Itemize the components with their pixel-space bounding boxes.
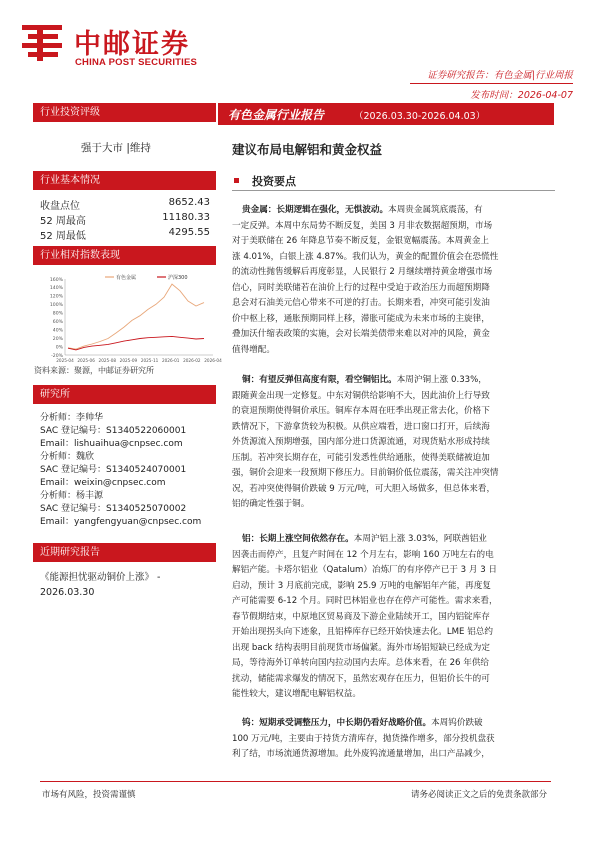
y-tick-label: 140% (49, 286, 63, 292)
paragraph-text: 因袭击而停产，且复产时间在 12 个月左右，影响 160 万吨左右的电 (232, 549, 494, 560)
tungsten-paragraph (232, 716, 552, 763)
paragraph-line (232, 435, 552, 451)
paragraph-line (232, 641, 552, 657)
paragraph-lead: 铜：有望反弹但高度有限，看空铜铝比。 (242, 375, 397, 385)
aluminum-paragraph (232, 532, 552, 703)
paragraph-lead: 铝：长期上涨空间依然存在。 (242, 534, 354, 544)
china-post-logo-icon (20, 22, 64, 64)
paragraph-line (232, 656, 552, 672)
x-tick-label: 2025-08 (98, 358, 117, 363)
paragraph-lead: 贵金属：长期逻辑在强化，无惧波动。 (242, 205, 389, 215)
paragraph-line (232, 373, 552, 389)
paragraph-text: 本周钨价跌破 (431, 718, 483, 728)
paragraph-text: 扰动，储能需求爆发的情况下，虽然宏观存在压力，但铝价长牛的可 (232, 673, 490, 684)
paragraph-text: 启动，预计 3 月底前完成，影响 25.9 万吨的电解铝年产能，再度复 (232, 580, 491, 591)
performance-header: 行业相对指数表现 (33, 246, 216, 265)
paragraph-text: 开始出现拐头向下迹象，且铝棒库存已经开始快速去化。LME 铝总约 (232, 627, 493, 638)
paragraph-text: 的衰退预期使得铜价承压。铜库存本周在旺季出现正常去化，价格下 (232, 406, 490, 417)
paragraph-line (232, 482, 552, 498)
banner-title: 有色金属行业报告 (228, 108, 325, 122)
paragraph-text: 价中枢上移，通胀预期同样上移，滞胀可能成为未来市场的主旋律， (232, 313, 490, 324)
paragraph-text: 叠加沃什缩表政策的实施，会对长端美债带来难以对冲的风险，黄金 (232, 329, 490, 340)
paragraph-line (232, 327, 552, 343)
paragraph-line (232, 548, 552, 564)
paragraph-line (232, 563, 552, 579)
basics-row (40, 197, 210, 211)
basics-row (40, 227, 210, 241)
chart-source-note: 资料来源：聚源，中邮证券研究所 (34, 366, 154, 375)
y-tick-label: 60% (52, 320, 63, 326)
paragraph-text: 出现 back 结构表明目前现货市场偏紧。海外市场铝短缺已经成为定 (232, 642, 490, 653)
x-tick-label: 2025-09 (119, 358, 138, 363)
paragraph-line (232, 404, 552, 420)
risk-disclaimer: 市场有风险，投资需谨慎 (42, 790, 136, 800)
analyst-line: 分析师：李帅华 (40, 413, 104, 423)
company-logo (20, 20, 220, 70)
paragraph-text: 信心，同时美联储若在油价上行的过程中受迫于政治压力而超预期降 (232, 282, 490, 293)
paragraph-text: 本周沪铜上涨 0.33%， (396, 375, 487, 385)
paragraph-line (232, 451, 552, 467)
paragraph-line (232, 747, 552, 763)
paragraph-line (232, 672, 552, 688)
header-divider (410, 83, 573, 84)
paragraph-text: 涨 4.01%，白银上涨 4.87%。我们认为，黄金的配置价值会在恐慌性 (232, 251, 499, 262)
analyst-email[interactable]: Email：yangfengyuan@cnpsec.com (40, 517, 202, 527)
paragraph-text: 100 万元/吨，主要由于持货方清库存，抛货操作增多，部分投机盘获 (232, 733, 495, 744)
analyst-line: 分析师：杨丰源 (40, 491, 104, 501)
recent-reports-header: 近期研究报告 (33, 543, 216, 562)
publish-date: 发布时间：2026-04-07 (470, 90, 573, 101)
paragraph-text: 息会对石油美元信心带来不可逆的打击。长期来看，冲突可能引发油 (232, 298, 490, 309)
banner-date-range: （2026.03.30-2026.04.03） (354, 111, 486, 122)
rating-header: 行业投资评级 (33, 103, 216, 122)
precious-metals-paragraph (232, 203, 552, 358)
y-tick-label: 160% (49, 277, 63, 283)
paragraph-text: 外货源流入预期增强，国内部分进口货源流通，对现货贴水形成持续 (232, 437, 490, 448)
basics-value: 8652.43 (168, 197, 210, 208)
paragraph-line (232, 343, 552, 359)
basics-key: 52 周最高 (40, 216, 86, 227)
paragraph-text: 春节假期结束，中原地区贸易商及下游企业陆续开工，国内铝锭库存 (232, 611, 490, 622)
basics-key: 收盘点位 (40, 201, 80, 212)
y-tick-label: 20% (52, 336, 63, 342)
paragraph-line (232, 579, 552, 595)
basics-key: 52 周最低 (40, 231, 86, 242)
basics-value: 4295.55 (168, 227, 210, 238)
y-tick-label: -20% (51, 353, 63, 359)
paragraph-line (232, 420, 552, 436)
analyst-line: 分析师：魏欣 (40, 452, 95, 462)
x-tick-label: 2025-04 (56, 358, 74, 363)
paragraph-line (232, 234, 552, 250)
x-tick-label: 2026-02 (183, 358, 201, 363)
paragraph-line (232, 625, 552, 641)
paragraph-line (232, 466, 552, 482)
x-tick-label: 2026-01 (161, 358, 180, 363)
relative-performance-chart (43, 271, 222, 371)
analyst-line: SAC 登记编号：S1340524070001 (40, 465, 187, 475)
section-title: 投资要点 (252, 175, 296, 188)
footer-divider (40, 781, 551, 782)
paragraph-text: 利了结，市场流通货源增加。此外废钨流通量增加，出口产品减少， (232, 749, 490, 760)
paragraph-text: 一定反弹。本周中东局势不断反复，美国 3 月非农数据超预期，市场 (232, 220, 493, 231)
analysts-header: 研究所 (33, 385, 216, 404)
paragraph-text: 值得增配。 (232, 344, 275, 355)
report-banner (218, 103, 554, 125)
paragraph-line (232, 265, 552, 281)
logo-chinese-name: 中邮证券 (74, 29, 190, 60)
basics-row (40, 212, 210, 226)
paragraph-text: 的流动性抛售缓解后再度彰显，人民银行 2 月继续增持黄金增强市场 (232, 267, 493, 278)
analyst-email[interactable]: Email：weixin@cnpsec.com (40, 478, 166, 488)
paragraph-text: 产可能需要 6-12 个月。同时巴林铝业也存在停产可能性。需求来看， (232, 596, 498, 607)
legend-label: 有色金属 (116, 274, 137, 281)
x-tick-label: 2026-04 (204, 358, 222, 363)
paragraph-text: 对于美联储在 26 年降息节奏不断反复，金银宽幅震荡。本周黄金上 (232, 236, 490, 247)
paragraph-line (232, 250, 552, 266)
paragraph-text: 本周沪铝上涨 3.03%，阿联酋铝业 (353, 534, 487, 544)
paragraph-line (232, 687, 552, 703)
series-line (68, 336, 204, 350)
recent-report-date: 2026.03.30 (40, 587, 95, 598)
paragraph-text: 跌情况下，下游拿货较为积极。从供应端看，进口窗口打开，后续海 (232, 421, 490, 432)
section-divider (232, 190, 555, 191)
paragraph-line (232, 532, 552, 548)
legend-label: 沪深300 (168, 274, 188, 281)
paragraph-line (232, 281, 552, 297)
paragraph-text: 能性较大，建议增配电解铝权益。 (232, 689, 361, 700)
disclaimer-notice: 请务必阅读正文之后的免责条款部分 (410, 790, 547, 800)
copper-paragraph (232, 373, 552, 513)
paragraph-text: 压制。若冲突长期存在，可能引发悉性供给通胀，使得美联储被迫加 (232, 452, 490, 463)
y-tick-label: 120% (49, 294, 63, 300)
document-title: 建议布局电解铝和黄金权益 (232, 142, 383, 157)
y-tick-label: 40% (52, 328, 63, 334)
recent-report-title[interactable]: 《能源担忧驱动铜价上涨》 - (40, 572, 161, 583)
y-tick-label: 80% (52, 311, 63, 317)
x-tick-label: 2025-11 (140, 358, 159, 363)
paragraph-line (232, 610, 552, 626)
industry-rating: 强于大市 |维持 (81, 142, 151, 154)
paragraph-line (232, 296, 552, 312)
paragraph-line (232, 203, 552, 219)
paragraph-line (232, 219, 552, 235)
paragraph-text: 跟随黄金出现一定修复。中东对铜供给影响不大，因此油价上行导致 (232, 390, 490, 401)
paragraph-line (232, 716, 552, 732)
basics-header: 行业基本情况 (33, 171, 216, 190)
paragraph-text: 本周贵金属筑底震荡，有 (388, 205, 483, 215)
x-tick-label: 2025-06 (77, 358, 95, 363)
report-type-tag: 证券研究报告：有色金属|行业周报 (427, 70, 573, 81)
paragraph-text: 局，等待海外订单转向国内拉动国内去库。总体来看，在 26 年供给 (232, 658, 490, 669)
paragraph-text: 解铝产能。卡塔尔铝业（Qatalum）冶炼厂的有序停产已于 3 月 3 日 (232, 565, 497, 576)
analyst-line: SAC 登记编号：S1340525070002 (40, 504, 187, 514)
y-tick-label: 100% (49, 303, 63, 309)
paragraph-text: 况，若冲突使得铜价跌破 9 万元/吨，可大胆入场做多，但总体来看， (232, 483, 496, 494)
paragraph-line (232, 312, 552, 328)
logo-english-name: CHINA POST SECURITIES (75, 57, 198, 68)
paragraph-text: 铝的确定性强于铜。 (232, 499, 310, 510)
paragraph-line (232, 594, 552, 610)
analyst-email[interactable]: Email：lishuaihua@cnpsec.com (40, 439, 183, 449)
paragraph-line (232, 497, 552, 513)
paragraph-line (232, 389, 552, 405)
paragraph-lead: 钨：短期承受调整压力，中长期仍看好战略价值。 (242, 718, 432, 728)
basics-value: 11180.33 (162, 212, 210, 223)
section-bullet-icon (234, 178, 239, 183)
analyst-line: SAC 登记编号：S1340522060001 (40, 426, 187, 436)
y-tick-label: 0% (55, 345, 63, 351)
paragraph-text: 强，铜价会迎来一段预期下修压力。目前铜价低位震荡，需关注冲突情 (232, 468, 499, 479)
paragraph-line (232, 732, 552, 748)
